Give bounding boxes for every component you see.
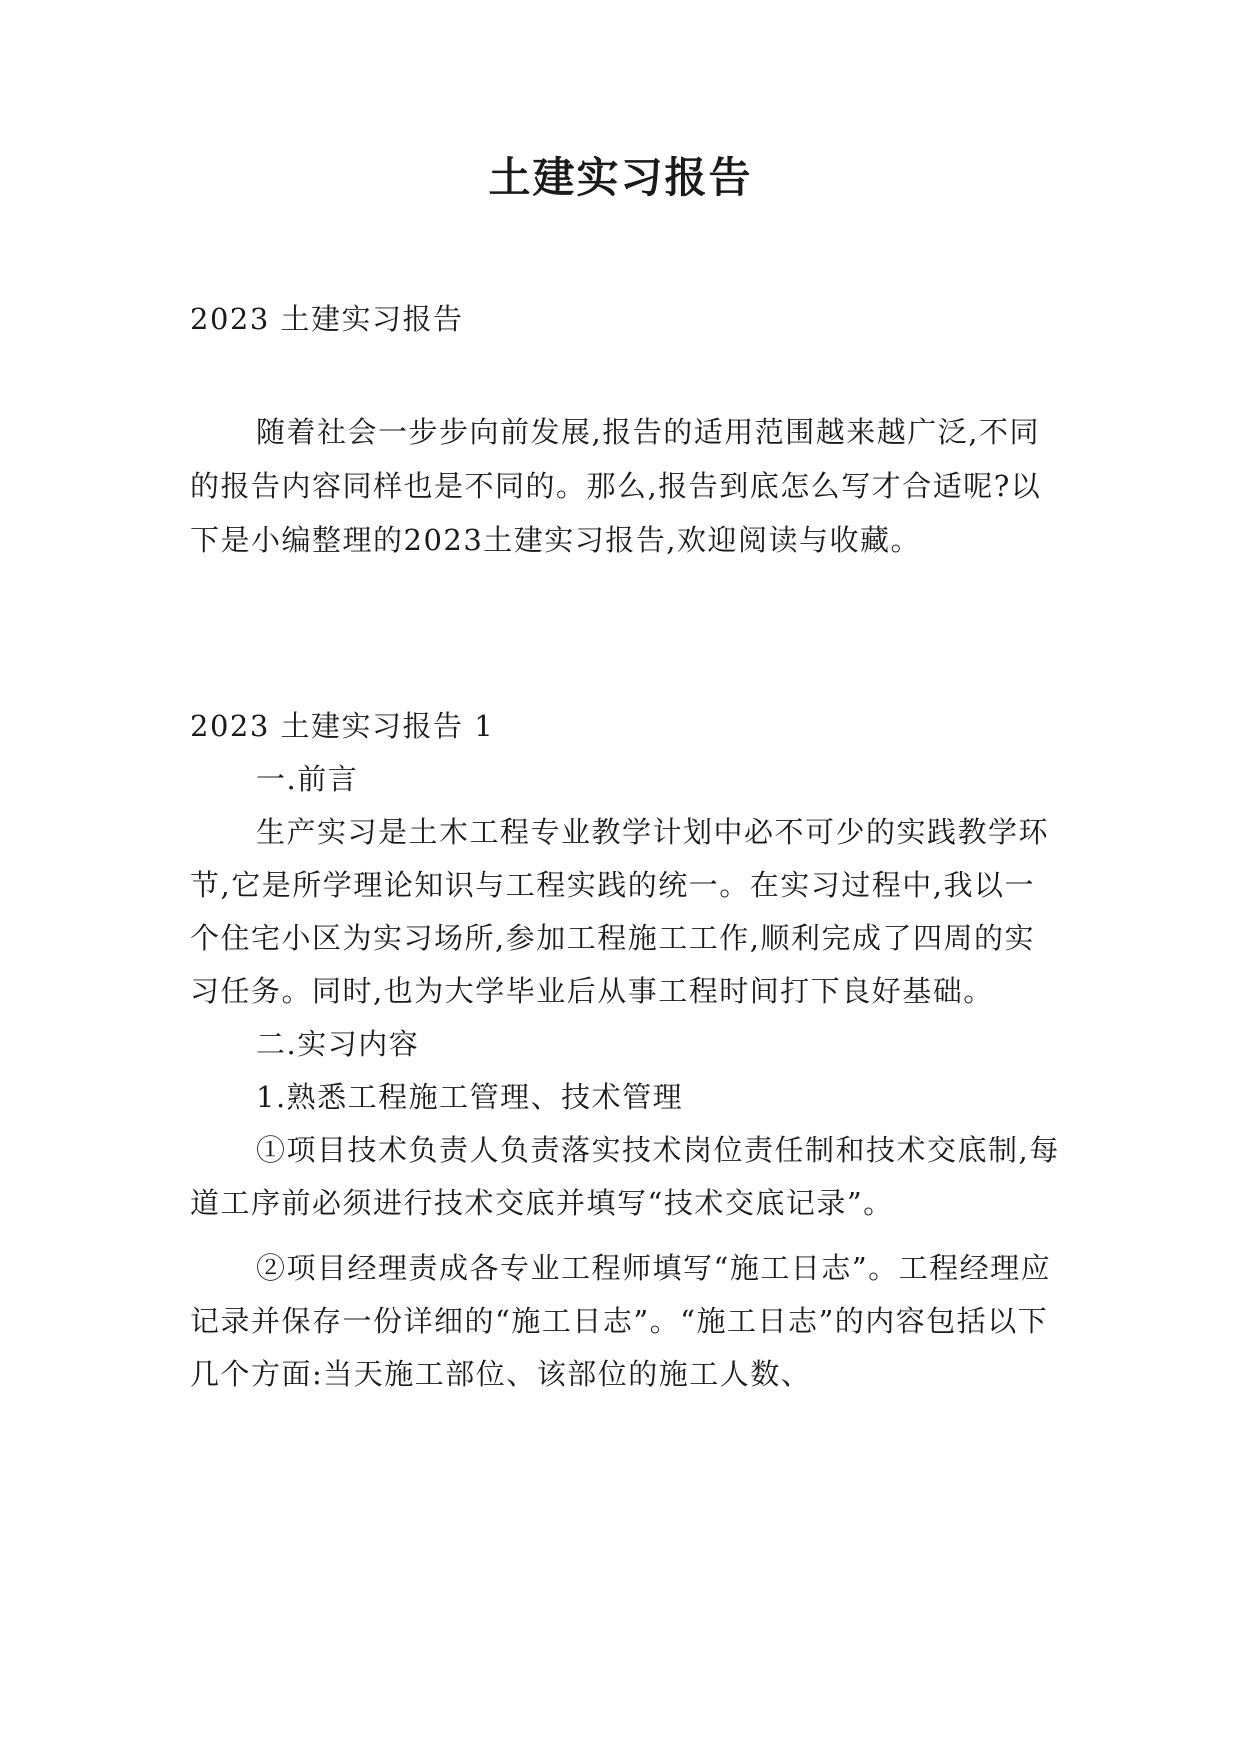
report-section-1	[190, 700, 1060, 1401]
item-1-point-2: ②项目经理责成各专业工程师填写“施工日志”。工程经理应记录并保存一份详细的“施工日志”。“施工日志”的内容包括以下几个方面:当天施工部位、该部位的施工人数、	[190, 1251, 1052, 1391]
preface-heading: 一.前言	[256, 762, 359, 796]
document-title: 土建实习报告	[488, 153, 753, 202]
intro-paragraph: 随着社会一步步向前发展,报告的适用范围越来越广泛,不同的报告内容同样也是不同的。那么,报告到底怎么写才合适呢?以下是小编整理的2023土建实习报告,欢迎阅读与收藏。	[190, 415, 1042, 557]
item-1-heading: 1.熟悉工程施工管理、技术管理	[256, 1080, 684, 1114]
content-heading: 二.实习内容	[256, 1027, 420, 1061]
preface-paragraph: 生产实习是土木工程专业教学计划中必不可少的实践教学环节,它是所学理论知识与工程实践的统一。在实习过程中,我以一个住宅小区为实习场所,参加工程施工工作,顺利完成了四周的实习任务。同时,也为大学毕业后从事工程时间打下良好基础。	[190, 815, 1050, 1008]
document-subtitle: 2023 土建实习报告	[190, 302, 464, 336]
section-heading: 2023 土建实习报告 1	[190, 709, 495, 743]
item-1-point-1: ①项目技术负责人负责落实技术岗位责任制和技术交底制,每道工序前必须进行技术交底并填写“技术交底记录”。	[190, 1133, 1060, 1220]
